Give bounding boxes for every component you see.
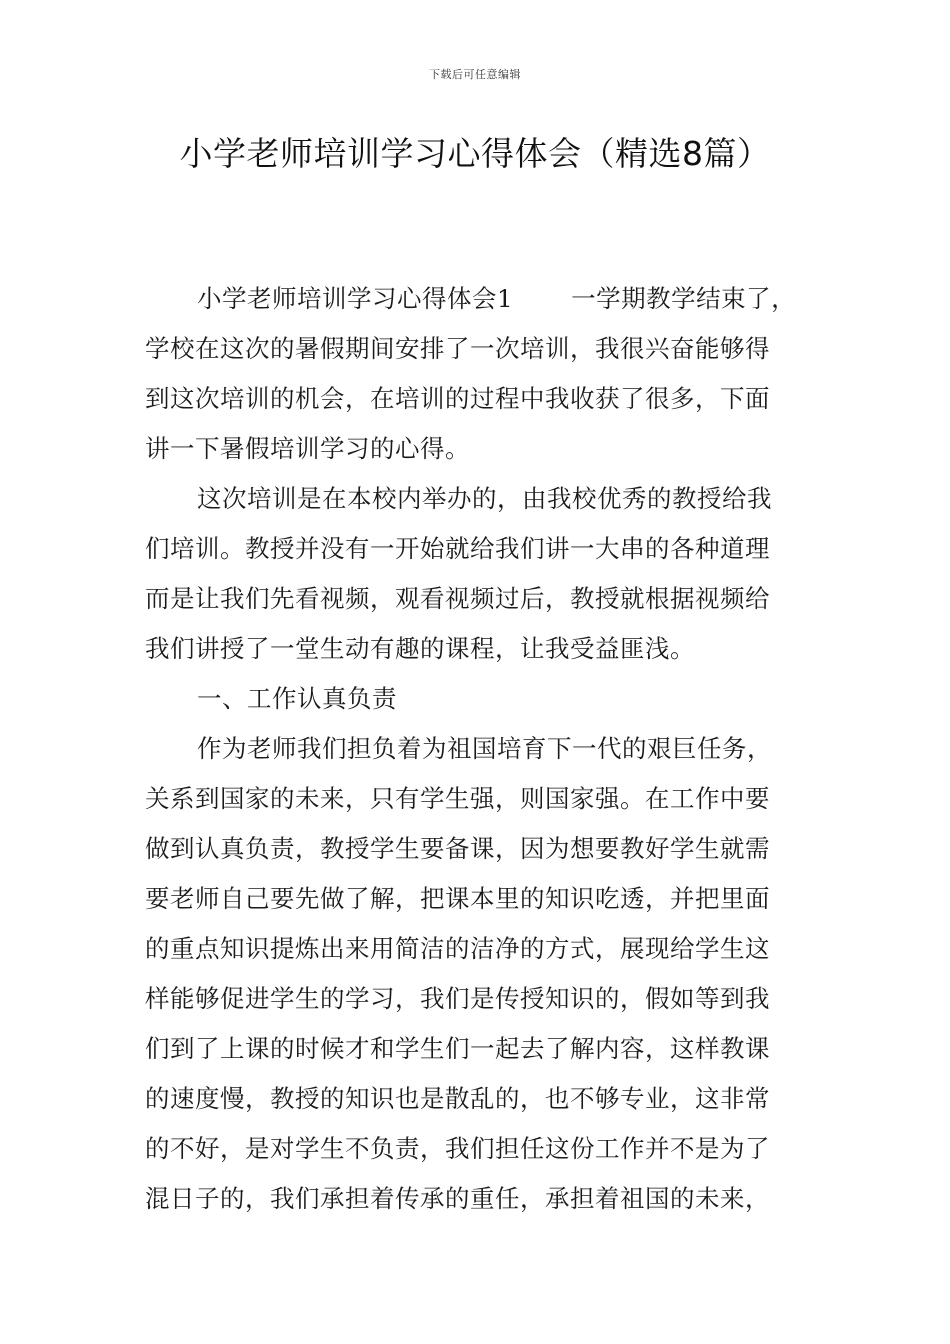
paragraph-line-6: 们培训。教授并没有一开始就给我们讲一大串的各种道理 [145, 534, 770, 563]
paragraph-line-16: 们到了上课的时候才和学生们一起去了解内容，这样教课 [145, 1034, 770, 1063]
paragraph-line-1 [145, 274, 810, 324]
paragraph-line-15: 样能够促进学生的学习，我们是传授知识的，假如等到我 [145, 984, 770, 1013]
paragraph-line-14: 的重点知识提炼出来用简洁的洁净的方式，展现给学生这 [145, 934, 770, 963]
paragraph-line-19: 混日子的，我们承担着传承的重任，承担着祖国的未来， [145, 1184, 770, 1213]
document-body [145, 274, 810, 1224]
paragraph-line-7: 而是让我们先看视频，观看视频过后，教授就根据视频给 [145, 584, 770, 613]
paragraph-line-text: 一学期教学结束了， [571, 284, 797, 313]
section-heading-1: 小学老师培训学习心得体会1 [197, 284, 514, 313]
paragraph-line-8: 我们讲授了一堂生动有趣的课程，让我受益匪浅。 [145, 634, 695, 663]
paragraph-line-11: 关系到国家的未来，只有学生强，则国家强。在工作中要 [145, 784, 770, 813]
subheading-work-responsibility: 一、工作认真负责 [197, 684, 397, 713]
paragraph-line-10: 作为老师我们担负着为祖国培育下一代的艰巨任务， [197, 734, 772, 763]
document-title: 小学老师培训学习心得体会（精选8篇） [179, 134, 771, 173]
paragraph-line-5: 这次培训是在本校内举办的，由我校优秀的教授给我 [197, 484, 772, 513]
paragraph-line-12: 做到认真负责，教授学生要备课，因为想要教好学生就需 [145, 834, 770, 863]
header-note: 下载后可任意编辑 [429, 68, 521, 81]
paragraph-line-18: 的不好，是对学生不负责，我们担任这份工作并不是为了 [145, 1134, 770, 1163]
paragraph-line-2: 学校在这次的暑假期间安排了一次培训，我很兴奋能够得 [145, 334, 770, 363]
paragraph-line-13: 要老师自己要先做了解，把课本里的知识吃透，并把里面 [145, 884, 770, 913]
paragraph-line-17: 的速度慢，教授的知识也是散乱的，也不够专业，这非常 [145, 1084, 770, 1113]
paragraph-line-4: 讲一下暑假培训学习的心得。 [145, 434, 470, 463]
paragraph-line-3: 到这次培训的机会，在培训的过程中我收获了很多，下面 [145, 384, 770, 413]
